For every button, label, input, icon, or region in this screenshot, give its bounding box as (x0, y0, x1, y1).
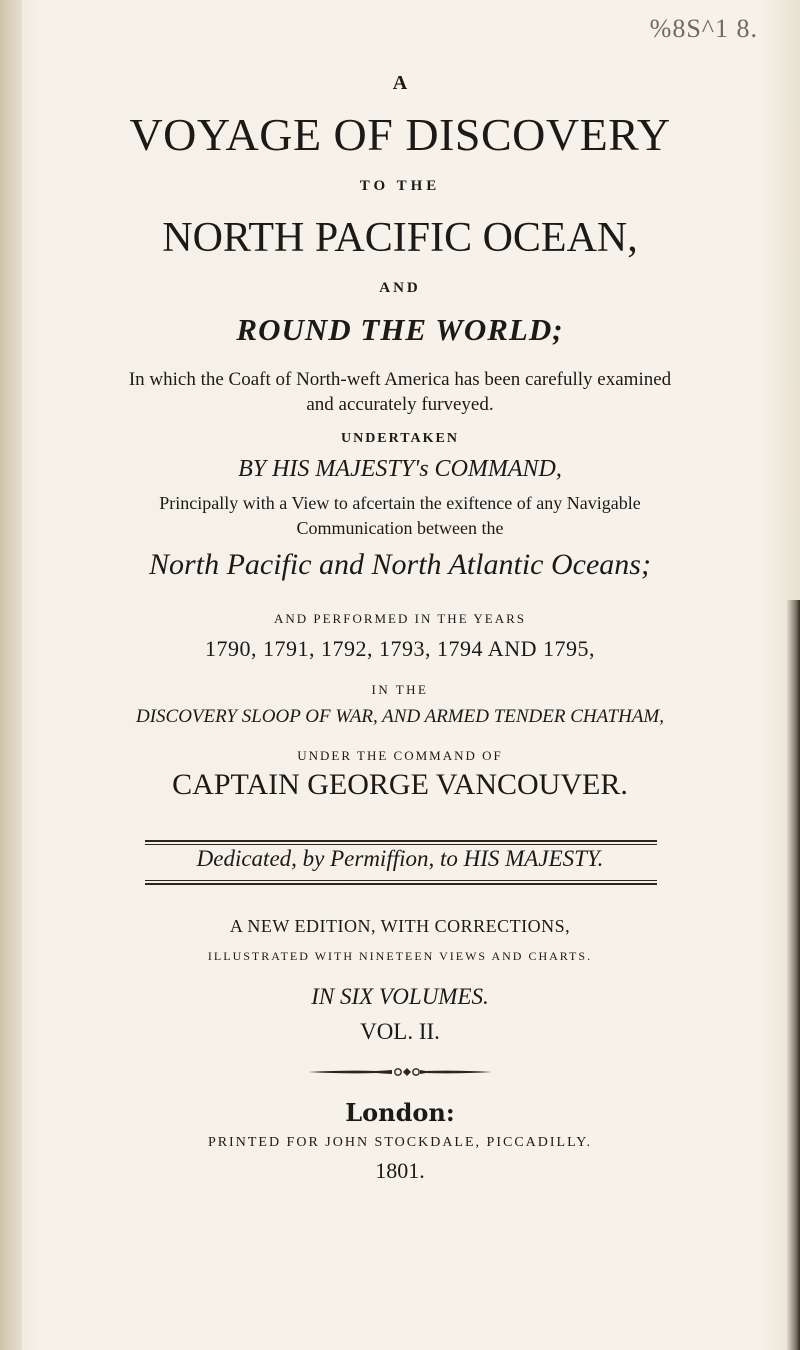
performed-text: AND PERFORMED IN THE YEARS (273, 611, 527, 626)
ornament-divider-icon (306, 1065, 494, 1079)
years-text: 1790, 1791, 1792, 1793, 1794 AND 1795, (205, 636, 595, 661)
printer-text: PRINTED FOR JOHN STOCKDALE, PICCADILLY. (207, 1135, 593, 1150)
double-rule-bottom (145, 880, 657, 885)
by-command-text: BY HIS MAJESTY's COMMAND, (238, 456, 562, 482)
in-the-text: IN THE (371, 682, 429, 697)
and-text: AND (379, 280, 421, 296)
principally-line-2: Communication between the (296, 518, 504, 538)
volume-number: VOL. II. (360, 1019, 440, 1044)
captain-name: CAPTAIN GEORGE VANCOUVER. (172, 768, 628, 801)
publication-year: 1801. (375, 1158, 425, 1183)
undertaken-text: UNDERTAKEN (340, 431, 460, 446)
ships-text: DISCOVERY SLOOP OF WAR, AND ARMED TENDER CHATHAM, (135, 706, 665, 727)
ocean-title: NORTH PACIFIC OCEAN, (162, 215, 638, 261)
under-command-text: UNDER THE COMMAND OF (297, 748, 503, 763)
new-edition-text: A NEW EDITION, WITH CORRECTIONS, (229, 916, 571, 936)
to-the-text: TO THE (359, 178, 441, 194)
six-volumes-text: IN SIX VOLUMES. (311, 984, 489, 1009)
principally-line-1: Principally with a View to afcertain the exiftence of any Navigable (159, 493, 641, 513)
illustrated-text: ILLUSTRATED WITH NINETEEN VIEWS AND CHARTS. (207, 949, 593, 963)
description-line-2: and accurately furveyed. (306, 394, 494, 415)
description-line-1: In which the Coaft of North-weft America has been carefully examined (128, 369, 672, 390)
double-rule-top (145, 840, 657, 845)
place-of-publication: London: (345, 1098, 455, 1127)
handwritten-shelfmark: %8S^1 8. (649, 14, 758, 43)
oceans-title: North Pacific and North Atlantic Oceans; (149, 548, 651, 581)
title-article: A (392, 72, 408, 94)
main-title: VOYAGE OF DISCOVERY (129, 109, 671, 160)
dedication-text: Dedicated, by Permiffion, to HIS MAJESTY. (196, 846, 604, 871)
round-the-world-title: ROUND THE WORLD; (236, 312, 564, 347)
